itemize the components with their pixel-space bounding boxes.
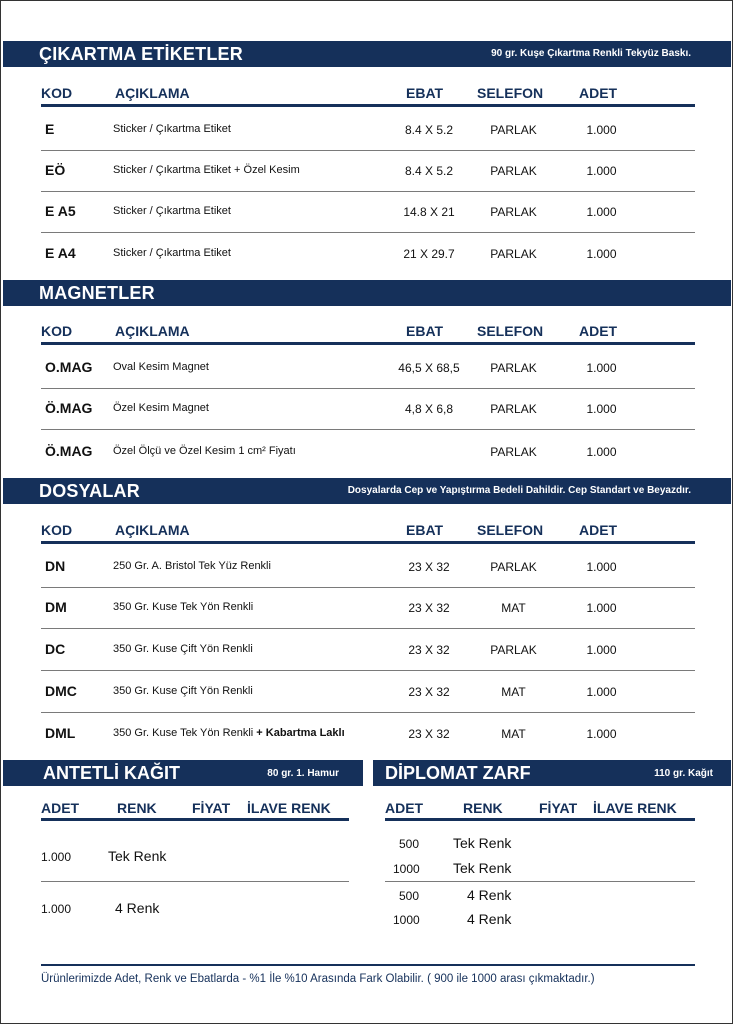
cell-aciklama: Özel Ölçü ve Özel Kesim 1 cm² Fiyatı <box>113 445 296 457</box>
col-fiyat: FİYAT <box>192 800 231 816</box>
section-band-stickers <box>3 41 731 67</box>
cell-selefon: PARLAK <box>490 123 537 137</box>
table-row <box>41 432 695 473</box>
col-selefon: SELEFON <box>477 522 544 538</box>
footer-divider <box>41 964 695 966</box>
cell-adet: 1.000 <box>586 601 617 615</box>
cell-selefon: MAT <box>501 727 526 741</box>
cell-adet: 1.000 <box>586 123 617 137</box>
cell-selefon: PARLAK <box>490 247 537 261</box>
cell-kod: E A4 <box>45 245 76 261</box>
cell-aciklama: Sticker / Çıkartma Etiket <box>113 247 231 259</box>
cell-kod: EÖ <box>45 162 66 178</box>
cell-ebat: 14.8 X 21 <box>403 205 455 219</box>
col-kod: KOD <box>41 85 73 101</box>
cell-adet: 1.000 <box>41 850 72 864</box>
table-row <box>41 588 695 629</box>
cell-kod: E A5 <box>45 203 76 219</box>
cell-ebat: 23 X 32 <box>408 727 450 741</box>
cell-kod: DMC <box>45 683 77 699</box>
cell-renk: 4 Renk <box>467 887 512 903</box>
cell-aciklama-bold: + Kabartma Laklı <box>256 727 345 739</box>
cell-adet: 1.000 <box>586 445 617 459</box>
cell-renk: Tek Renk <box>453 860 512 876</box>
table-row <box>41 151 695 192</box>
row-divider <box>41 881 349 882</box>
cell-aciklama: Özel Kesim Magnet <box>113 402 209 414</box>
cell-ebat: 23 X 32 <box>408 560 450 574</box>
col-aciklama: AÇIKLAMA <box>115 85 190 101</box>
table-header <box>41 518 695 544</box>
col-kod: KOD <box>41 522 73 538</box>
cell-adet: 1.000 <box>586 643 617 657</box>
cell-kod: DML <box>45 725 76 741</box>
col-renk: RENK <box>463 800 503 816</box>
cell-renk: 4 Renk <box>467 911 512 927</box>
cell-ebat: 8.4 X 5.2 <box>404 123 454 137</box>
cell-adet: 1.000 <box>586 560 617 574</box>
cell-aciklama: Sticker / Çıkartma Etiket <box>113 205 231 217</box>
table-row <box>41 672 695 713</box>
cell-adet: 1.000 <box>586 361 617 375</box>
col-fiyat: FİYAT <box>539 800 578 816</box>
cell-selefon: PARLAK <box>490 560 537 574</box>
section-band-folders <box>3 478 731 504</box>
cell-aciklama: 350 Gr. Kuse Çift Yön Renkli <box>113 643 253 655</box>
section-band-envelope <box>373 760 731 786</box>
cell-selefon: MAT <box>501 685 526 699</box>
cell-kod: DC <box>45 641 66 657</box>
cell-selefon: PARLAK <box>490 361 537 375</box>
cell-aciklama: Oval Kesim Magnet <box>113 361 209 373</box>
table-header <box>41 797 349 821</box>
cell-kod: E <box>45 121 55 137</box>
col-ilave-renk: İLAVE RENK <box>247 800 331 816</box>
cell-kod: Ö.MAG <box>45 400 93 416</box>
table-header <box>41 319 695 345</box>
cell-adet: 1.000 <box>41 902 72 916</box>
col-kod: KOD <box>41 323 73 339</box>
section-note: 110 gr. Kağıt <box>654 768 713 779</box>
cell-ebat: 23 X 32 <box>408 643 450 657</box>
cell-aciklama: Sticker / Çıkartma Etiket + Özel Kesim <box>113 164 300 176</box>
cell-ebat: 8.4 X 5.2 <box>404 164 454 178</box>
cell-adet: 1.000 <box>586 205 617 219</box>
cell-aciklama-text: 350 Gr. Kuse Tek Yön Renkli <box>113 727 254 739</box>
cell-aciklama <box>113 727 345 739</box>
section-note: Dosyalarda Cep ve Yapıştırma Bedeli Dahildir. Cep Standart ve Beyazdır. <box>347 485 691 496</box>
cell-selefon: PARLAK <box>490 643 537 657</box>
cell-ebat: 4,8 X 6,8 <box>404 402 454 416</box>
table-header <box>385 797 695 821</box>
col-ilave-renk: İLAVE RENK <box>593 800 677 816</box>
section-note: 80 gr. 1. Hamur <box>267 768 339 779</box>
cell-aciklama: 250 Gr. A. Bristol Tek Yüz Renkli <box>113 560 271 572</box>
cell-adet: 1.000 <box>586 727 617 741</box>
table-row <box>41 192 695 233</box>
col-adet: ADET <box>579 323 618 339</box>
cell-adet: 1.000 <box>586 164 617 178</box>
footer-note: Ürünlerimizde Adet, Renk ve Ebatlarda - %1 İle %10 Arasında Fark Olabilir. ( 900 ile 1000 arası çıkmaktadır.) <box>41 973 595 985</box>
col-adet: ADET <box>579 522 618 538</box>
col-ebat: EBAT <box>406 522 444 538</box>
cell-selefon: PARLAK <box>490 402 537 416</box>
table-row <box>41 110 695 151</box>
col-adet: ADET <box>579 85 618 101</box>
cell-adet: 500 <box>399 889 420 903</box>
cell-renk: 4 Renk <box>115 900 160 916</box>
section-note: 90 gr. Kuşe Çıkartma Renkli Tekyüz Baskı. <box>491 48 691 59</box>
cell-selefon: PARLAK <box>490 164 537 178</box>
table-row <box>41 234 695 275</box>
cell-ebat: 46,5 X 68,5 <box>398 361 460 375</box>
cell-ebat: 23 X 32 <box>408 685 450 699</box>
col-selefon: SELEFON <box>477 323 544 339</box>
cell-kod: Ö.MAG <box>45 443 93 459</box>
cell-adet: 1.000 <box>586 247 617 261</box>
cell-selefon: PARLAK <box>490 445 537 459</box>
col-selefon: SELEFON <box>477 85 544 101</box>
section-title: ÇIKARTMA ETİKETLER <box>39 44 243 64</box>
col-aciklama: AÇIKLAMA <box>115 522 190 538</box>
cell-adet: 1.000 <box>586 685 617 699</box>
cell-renk: Tek Renk <box>108 848 167 864</box>
col-adet: ADET <box>385 800 424 816</box>
section-title: ANTETLİ KAĞIT <box>43 763 180 783</box>
cell-kod: DN <box>45 558 66 574</box>
table-row <box>41 389 695 430</box>
section-title: MAGNETLER <box>39 283 155 303</box>
cell-renk: Tek Renk <box>453 835 512 851</box>
col-ebat: EBAT <box>406 85 444 101</box>
table-header <box>41 81 695 107</box>
cell-adet: 1000 <box>393 862 420 876</box>
table-row <box>41 547 695 588</box>
table-row <box>41 630 695 671</box>
cell-adet: 1.000 <box>586 402 617 416</box>
col-ebat: EBAT <box>406 323 444 339</box>
cell-adet: 1000 <box>393 913 420 927</box>
cell-aciklama: 350 Gr. Kuse Tek Yön Renkli <box>113 601 254 613</box>
col-adet: ADET <box>41 800 80 816</box>
row-divider <box>385 881 695 882</box>
cell-ebat: 23 X 32 <box>408 601 450 615</box>
cell-aciklama: Sticker / Çıkartma Etiket <box>113 123 231 135</box>
cell-adet: 500 <box>399 837 420 851</box>
cell-ebat: 21 X 29.7 <box>403 247 455 261</box>
cell-selefon: MAT <box>501 601 526 615</box>
table-row <box>41 714 695 755</box>
section-title: DİPLOMAT ZARF <box>385 763 531 783</box>
cell-aciklama: 350 Gr. Kuse Çift Yön Renkli <box>113 685 253 697</box>
section-band-letterhead <box>3 760 363 786</box>
section-title: DOSYALAR <box>39 481 140 501</box>
table-row <box>41 348 695 389</box>
cell-kod: DM <box>45 599 67 615</box>
col-renk: RENK <box>117 800 157 816</box>
col-aciklama: AÇIKLAMA <box>115 323 190 339</box>
cell-selefon: PARLAK <box>490 205 537 219</box>
cell-kod: O.MAG <box>45 359 93 375</box>
section-band-magnets <box>3 280 731 306</box>
